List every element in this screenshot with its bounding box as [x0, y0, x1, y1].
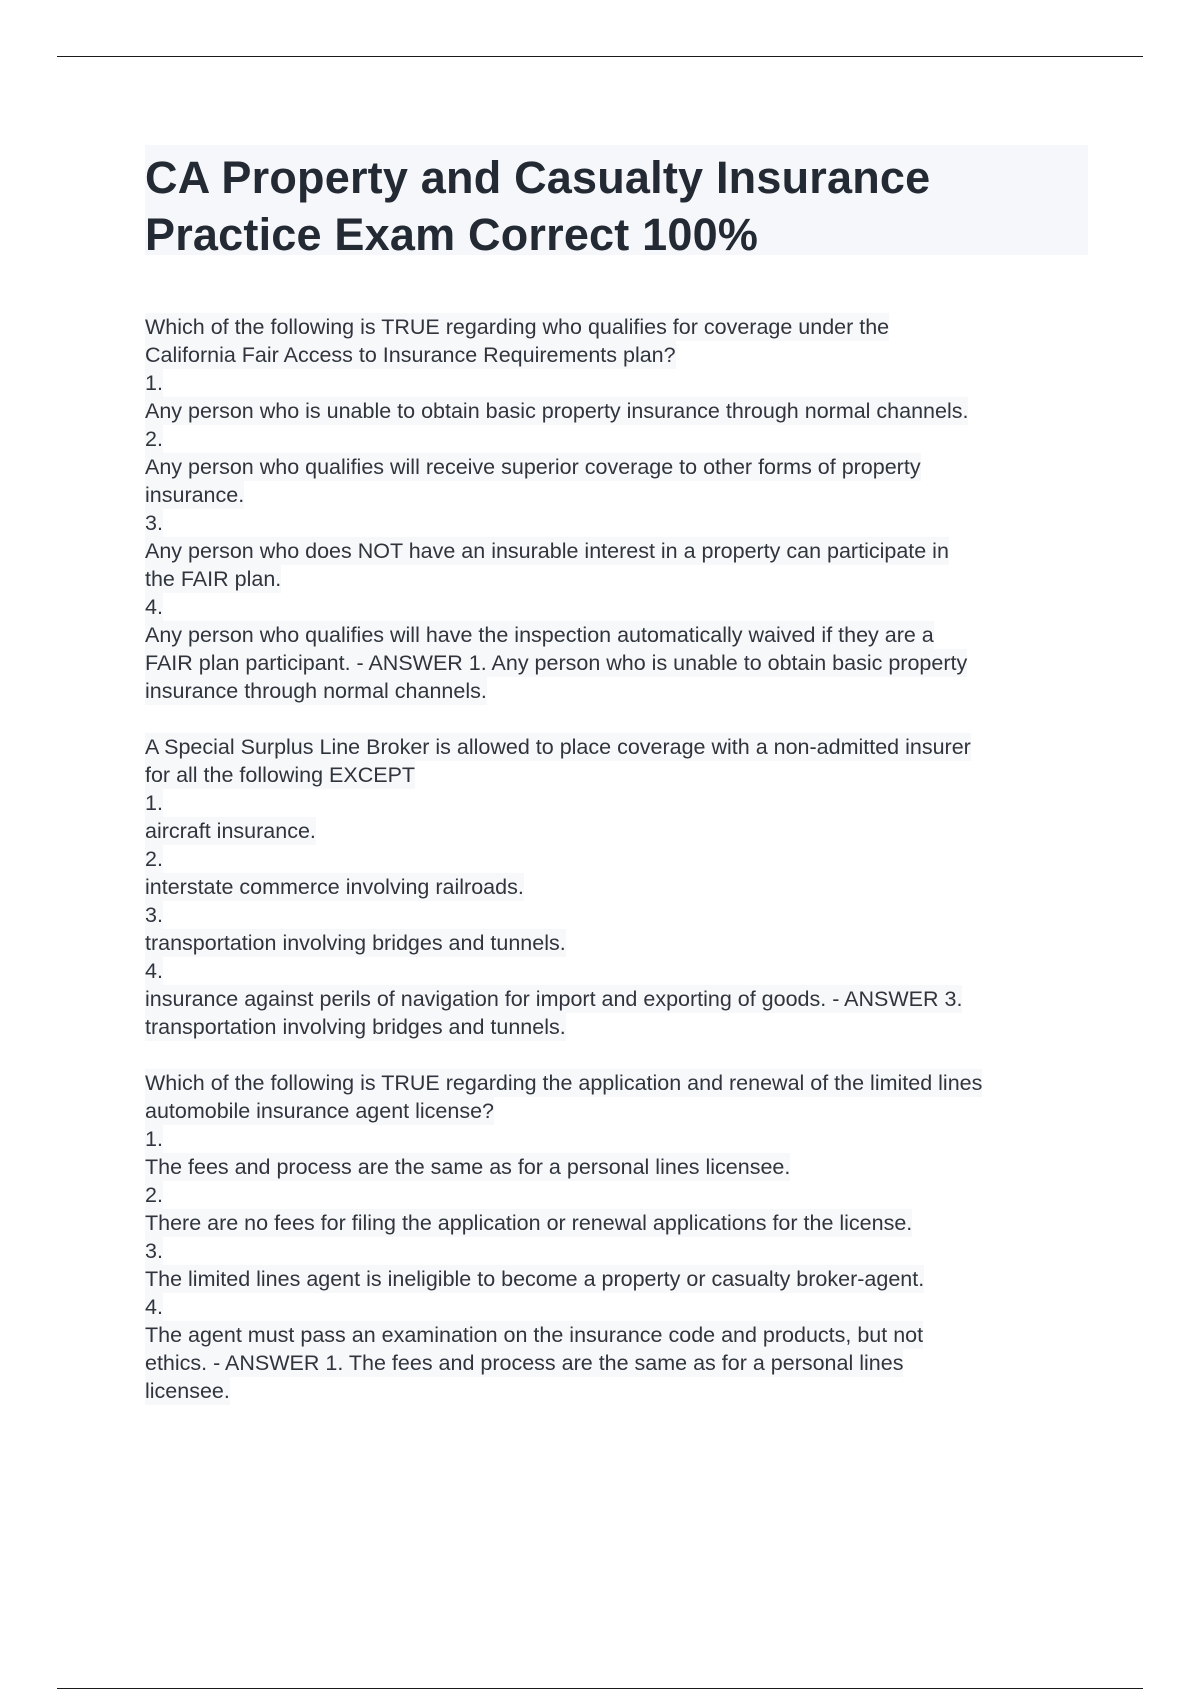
question-text-line: Any person who does NOT have an insurable interest in a property can participate in [145, 539, 949, 563]
question-text-line: 3. [145, 903, 163, 927]
question-text-line: Any person who qualifies will receive superior coverage to other forms of property [145, 455, 921, 479]
question-text-line: Which of the following is TRUE regarding the application and renewal of the limited lines [145, 1071, 983, 1095]
question-text-line: 3. [145, 511, 163, 535]
question-text-line: FAIR plan participant. - ANSWER 1. Any person who is unable to obtain basic property [145, 651, 968, 675]
question-text-line: transportation involving bridges and tunnels. [145, 1015, 566, 1039]
question-text-line: The limited lines agent is ineligible to become a property or casualty broker-agent. [145, 1267, 925, 1291]
title-block [145, 145, 1088, 260]
question-text-line: transportation involving bridges and tunnels. [145, 931, 566, 955]
question-text-line: 2. [145, 1183, 163, 1207]
question-text-line: insurance. [145, 483, 245, 507]
question-text-line: 4. [145, 595, 163, 619]
question-text-line: 3. [145, 1239, 163, 1263]
question-text-line: 2. [145, 847, 163, 871]
title-line-2: Practice Exam Correct 100% [145, 209, 759, 260]
question-text-line: ethics. - ANSWER 1. The fees and process are the same as for a personal lines [145, 1351, 904, 1375]
question-text-line: 1. [145, 371, 163, 395]
document-title [145, 149, 1088, 263]
question-text-line: The agent must pass an examination on the insurance code and products, but not [145, 1323, 924, 1347]
question-text-line: There are no fees for filing the application or renewal applications for the license. [145, 1211, 913, 1235]
question-text-line: for all the following EXCEPT [145, 763, 416, 787]
question-text-line: 2. [145, 427, 163, 451]
question-text-line: 1. [145, 1127, 163, 1151]
question-text-line: insurance through normal channels. [145, 679, 487, 703]
question-block [145, 1069, 1090, 1405]
question-text-line: 4. [145, 1295, 163, 1319]
question-block [145, 313, 1090, 705]
question-text-line: 1. [145, 791, 163, 815]
question-text-line: California Fair Access to Insurance Requirements plan? [145, 343, 676, 367]
question-text-line: The fees and process are the same as for a personal lines licensee. [145, 1155, 791, 1179]
question-text-line: automobile insurance agent license? [145, 1099, 495, 1123]
top-divider [57, 56, 1143, 57]
question-text-line: aircraft insurance. [145, 819, 316, 843]
title-line-1: CA Property and Casualty Insurance [145, 152, 931, 203]
question-text-line: interstate commerce involving railroads. [145, 875, 524, 899]
question-text-line: licensee. [145, 1379, 230, 1403]
question-text-line: A Special Surplus Line Broker is allowed to place coverage with a non-admitted insurer [145, 735, 971, 759]
question-text-line: Which of the following is TRUE regarding who qualifies for coverage under the [145, 315, 890, 339]
bottom-divider [57, 1688, 1143, 1689]
question-text-line: insurance against perils of navigation for import and exporting of goods. - ANSWER 3. [145, 987, 963, 1011]
question-list [145, 313, 1090, 1433]
question-text-line: Any person who qualifies will have the inspection automatically waived if they are a [145, 623, 934, 647]
question-text-line: 4. [145, 959, 163, 983]
question-block [145, 733, 1090, 1041]
question-text-line: Any person who is unable to obtain basic property insurance through normal channels. [145, 399, 969, 423]
question-text-line: the FAIR plan. [145, 567, 282, 591]
